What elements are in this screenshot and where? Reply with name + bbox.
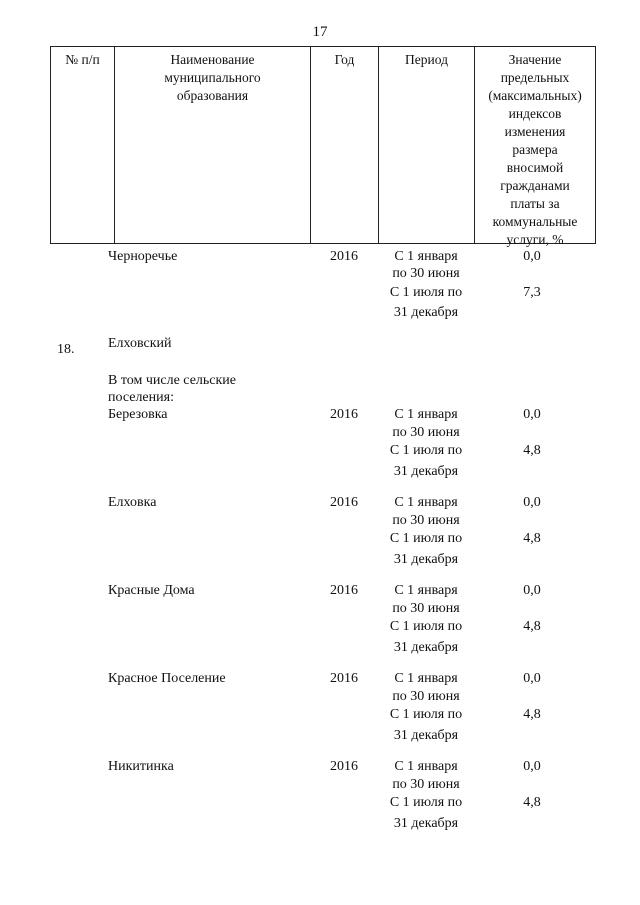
value-second-half: 4,8 [523,619,541,634]
period-second-half: С 1 июля по [389,707,463,722]
value-first-half: 0,0 [523,249,541,264]
value-first-half: 0,0 [523,495,541,510]
period-first-half: по 30 июня [392,777,460,792]
period-first-half: по 30 июня [392,266,460,281]
value-second-half: 4,8 [523,795,541,810]
period-first-half: С 1 января [394,407,458,422]
period-second-half: 31 декабря [393,816,459,831]
value-second-half: 4,8 [523,707,541,722]
header-value-line: платы за [510,196,560,211]
period-first-half: С 1 января [394,759,458,774]
header-value-line: вносимой [506,160,564,175]
row-number: 18. [57,342,75,357]
header-name [115,47,311,243]
period-first-half: по 30 июня [392,601,460,616]
header-year: Год [311,47,379,243]
header-value-line: (максимальных) [488,88,582,103]
header-number: № п/п [51,47,115,243]
header-name-line: муниципального [164,70,261,85]
settlement-year: 2016 [330,759,358,774]
period-first-half: по 30 июня [392,513,460,528]
header-value-line: Значение [508,52,562,67]
settlement-name: Елховка [108,495,157,510]
settlement-name: Черноречье [108,249,178,264]
period-first-half: по 30 июня [392,689,460,704]
settlement-year: 2016 [330,671,358,686]
period-second-half: С 1 июля по [389,795,463,810]
value-first-half: 0,0 [523,407,541,422]
settlement-year: 2016 [330,495,358,510]
header-value [475,47,595,247]
period-second-half: 31 декабря [393,464,459,479]
period-second-half: С 1 июля по [389,619,463,634]
header-value-line: гражданами [500,178,570,193]
header-name-line: Наименование [170,52,255,67]
period-first-half: по 30 июня [392,425,460,440]
period-second-half: С 1 июля по [389,285,463,300]
settlement-year: 2016 [330,583,358,598]
header-value-line: коммунальные [492,214,578,229]
period-second-half: 31 декабря [393,640,459,655]
period-first-half: С 1 января [394,671,458,686]
period-second-half: 31 декабря [393,728,459,743]
header-value-line: предельных [500,70,570,85]
value-second-half: 4,8 [523,443,541,458]
value-first-half: 0,0 [523,671,541,686]
period-second-half: 31 декабря [393,552,459,567]
header-value-line: индексов [508,106,562,121]
period-first-half: С 1 января [394,249,458,264]
value-first-half: 0,0 [523,759,541,774]
district-subtitle: В том числе сельские [108,373,237,388]
settlement-year: 2016 [330,407,358,422]
period-first-half: С 1 января [394,583,458,598]
district-subtitle: поселения: [108,390,174,405]
district-name: Елховский [108,336,172,351]
value-second-half: 4,8 [523,531,541,546]
page-number: 17 [312,24,328,40]
settlement-name: Красные Дома [108,583,195,598]
period-second-half: С 1 июля по [389,531,463,546]
period-second-half: С 1 июля по [389,443,463,458]
header-period: Период [379,47,475,243]
settlement-year: 2016 [330,249,358,264]
value-first-half: 0,0 [523,583,541,598]
settlement-name: Никитинка [108,759,174,774]
header-name-line: образования [176,88,249,103]
header-value-line: изменения [504,124,566,139]
value-second-half: 7,3 [523,285,541,300]
header-value-line: размера [512,142,558,157]
period-first-half: С 1 января [394,495,458,510]
settlement-name: Березовка [108,407,168,422]
table-header [50,46,596,247]
header-value-line: услуги, % [506,232,564,247]
settlement-name: Красное Поселение [108,671,226,686]
period-second-half: 31 декабря [393,305,459,320]
